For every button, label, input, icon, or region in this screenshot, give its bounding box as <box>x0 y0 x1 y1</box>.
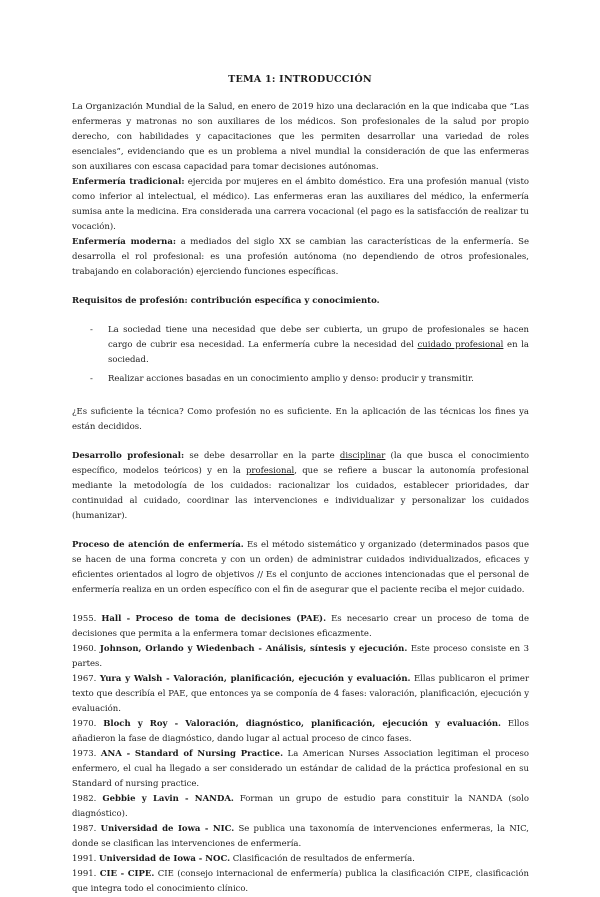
moderna-label: Enfermería moderna: <box>72 237 176 247</box>
requisitos-list <box>72 323 529 387</box>
timeline-entry: 1955. Hall - Proceso de toma de decisiones (PAE). Es necesario crear un proceso de toma de decisiones que permita a la enfermera tomar decisiones eficazmente. <box>72 614 529 639</box>
timeline-entry: 1982. Gebbie y Lavin - NANDA. Forman un grupo de estudio para constituir la NANDA (solo diagnóstico). <box>72 794 530 819</box>
disciplinar-term: disciplinar <box>339 451 386 461</box>
timeline-entry: 1970. Bloch y Roy - Valoración, diagnóstico, planificación, ejecución y evaluación. Ellos añadieron la fase de diagnóstico, dando lugar al actual proceso de cinco fases. <box>72 719 530 744</box>
intro-paragraph: La Organización Mundial de la Salud, en enero de 2019 hizo una declaración en la que indicaba que “Las enfermeras y matronas no son auxiliares de los médicos. Son profesionales de la salud por propio derecho, con habilidades y capacitaciones que les permiten desarrollar una variedad de roles esenciales”, evidenciando que es un problema a nivel mundial la consideración de que las enfermeras son auxiliares con escasa capacidad para tomar decisiones autónomas. <box>72 102 529 172</box>
timeline-entry: 1967. Yura y Walsh - Valoración, planificación, ejecución y evaluación. Ellas publicaron el primer texto que describía el PAE, que entonces ya se componía de 4 fases: valoración, planificación, ejecución y evaluación. <box>72 674 530 714</box>
list-item: - Realizar acciones basadas en un conocimiento amplio y denso: producir y transmitir. <box>72 372 529 387</box>
document-body <box>72 100 529 897</box>
timeline-entry: 1991. Universidad de Iowa - NOC. Clasificación de resultados de enfermería. <box>72 854 415 864</box>
question-paragraph: ¿Es suficiente la técnica? Como profesión no es suficiente. En la aplicación de las técnicas los fines ya están decididos. <box>72 407 529 432</box>
list-item: - La sociedad tiene una necesidad que debe ser cubierta, un grupo de profesionales se hacen cargo de cubrir esa necesidad. La enfermería cubre la necesidad del cuidado profesional en la sociedad. <box>90 325 529 365</box>
tradicional-text: ejercida por mujeres en el ámbito doméstico. Era una profesión manual (visto como inferior al intelectual, el médico). Las enfermeras eran las auxiliares del médico, la enfermería sumisa ante la medicina. Era considerada una carrera vocacional (el pago es la satisfacción de realizar tu vocación). <box>72 177 529 232</box>
page-title: TEMA 1: INTRODUCCIÓN <box>228 74 372 85</box>
requisitos-heading: Requisitos de profesión: contribución específica y conocimiento. <box>72 296 380 306</box>
tradicional-label: Enfermería tradicional: <box>72 177 185 187</box>
desarrollo-label: Desarrollo profesional: <box>72 451 185 461</box>
timeline-entry: 1987. Universidad de Iowa - NIC. Se publica una taxonomía de intervenciones enfermeras, la NIC, donde se clasifican las intervenciones de enfermería. <box>72 824 530 849</box>
proceso-text: Es el método sistemático y organizado (determinados pasos que se hacen de una forma concreta y con un orden) de administrar cuidados individualizados, eficaces y eficientes orientados al logro de objetivos // Es el conjunto de acciones intencionadas que el personal de enfermería realiza en un orden específico con el fin de asegurar que el paciente reciba el mejor cuidado. <box>72 540 530 595</box>
bullet-dash: - <box>90 374 93 384</box>
desarrollo-paragraph: Desarrollo profesional: se debe desarrollar en la parte disciplinar (la que busca el conocimiento específico, modelos teóricos) y en la profesional, que se refiere a buscar la autonomía profesional mediante la metodología de los cuidados: racionalizar los cuidados, establecer prioridades, dar continuidad al cuidado, coordinar las intervenciones e individualizar y personalizar los cuidados (humanizar). <box>72 451 529 521</box>
timeline-entry: 1960. Johnson, Orlando y Wiedenbach - Análisis, síntesis y ejecución. Este proceso consiste en 3 partes. <box>72 644 530 669</box>
timeline <box>72 612 529 897</box>
moderna-paragraph <box>72 235 529 280</box>
timeline-entry: 1991. CIE - CIPE. CIE (consejo internacional de enfermería) publica la clasificación CIPE, clasificación que integra todo el conocimiento clínico. <box>72 869 529 894</box>
profesional-term: profesional <box>245 466 295 476</box>
tradicional-paragraph <box>72 175 529 235</box>
proceso-paragraph <box>72 538 529 598</box>
bullet-dash: - <box>90 325 93 335</box>
moderna-text: a mediados del siglo XX se cambian las características de la enfermería. Se desarrolla el rol profesional: es una profesión autónoma (no dependiendo de otros profesionales, trabajando en colaboración) ejerciendo funciones específicas. <box>72 237 529 277</box>
proceso-label: Proceso de atención de enfermería. <box>72 540 244 550</box>
cuidado-profesional-term: cuidado profesional <box>417 340 504 350</box>
timeline-entry: 1973. ANA - Standard of Nursing Practice. La American Nurses Association legitiman el proceso enfermero, el cual ha llegado a ser considerado un estándar de calidad de la práctica profesional en su Standard of nursing practice. <box>72 749 529 789</box>
